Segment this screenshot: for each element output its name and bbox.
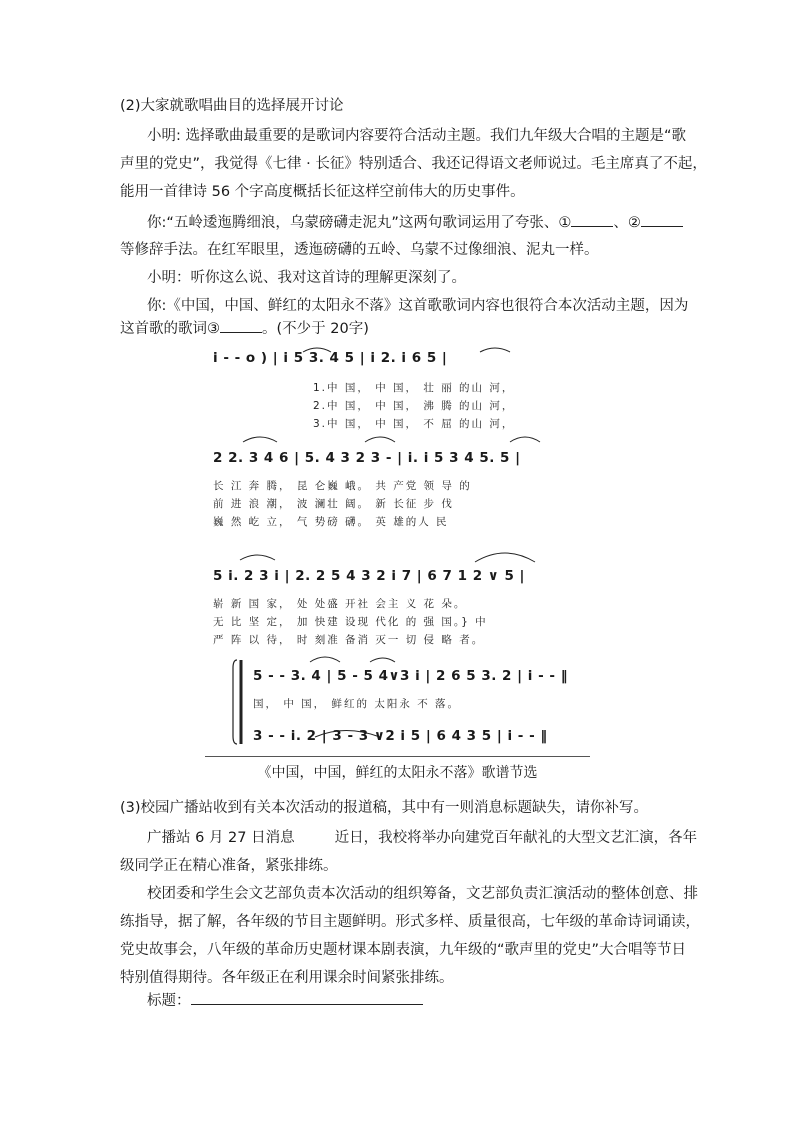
- music-score: [205, 342, 590, 752]
- you-2-text-a: 这首歌的歌词③: [120, 321, 220, 337]
- score-row-3-notes: 5 i. 2 3 i | 2. 2 5 4 3 2 i 7 | 6 7 1 2 ∨ 5 |: [213, 568, 525, 584]
- score-caption-rule: [205, 756, 590, 757]
- score-row-3-lyric-2: 无 比 坚 定， 加 快建 设现 代化 的 强 国。} 中: [213, 616, 488, 628]
- broadcast-p1-line1: [147, 828, 697, 848]
- you-1-text-b: 、②: [613, 215, 641, 231]
- score-row-2-lyric-3: 巍 然 屹 立， 气 势磅 礴。 英 雄的人 民: [213, 516, 449, 528]
- answer-blank-1[interactable]: [571, 212, 613, 227]
- broadcast-p2-line4: 特别值得期待。各年级正在利用课余时间紧张排练。: [120, 970, 454, 986]
- paragraph-you-2-line2: [120, 318, 369, 339]
- slur: [310, 657, 340, 662]
- score-row-1-notes: i - - o ) | i 5 3. 4 5 | i 2. i 6 5 |: [213, 350, 448, 366]
- broadcast-p1-line2: 级同学正在精心准备，紧张排练。: [120, 858, 338, 874]
- broadcast-p2-line3: 党史故事会，八年级的革命历史题材课本剧表演，九年级的“歌声里的党史”大合唱等节日: [120, 942, 687, 958]
- score-row-2-lyric-1: 长 江 奔 腾， 昆 仑巍 峨。 共 产党 领 导 的: [213, 480, 472, 492]
- slur: [475, 553, 535, 562]
- paragraph-xiaoming-1-line1: 小明: 选择歌曲最重要的是歌词内容要符合活动主题。我们九年级大合唱的主题是“歌: [147, 128, 687, 144]
- score-row-5-notes: 3 - - i. 2 | 3 - 3 ∨2 i 5 | 6 4 3 5 | i - - ‖: [253, 728, 548, 744]
- score-row-1-lyric-1: 1.中 国， 中 国， 壮 丽 的山 河，: [313, 382, 515, 394]
- broadcast-p2-line1: 校团委和学生会文艺部负责本次活动的组织筹备，文艺部负责汇演活动的整体创意、排: [147, 886, 698, 902]
- slur: [510, 437, 540, 442]
- paragraph-you-1-line2: 等修辞手法。在红军眼里，透迤磅礴的五岭、乌蒙不过像细浪、泥丸一样。: [120, 242, 599, 258]
- score-row-1-lyric-2: 2.中 国， 中 国， 沸 腾 的山 河，: [313, 400, 515, 412]
- slur: [480, 348, 510, 352]
- score-caption: 《中国，中国，鲜红的太阳永不落》歌谱节选: [257, 765, 538, 781]
- score-row-2-lyric-2: 前 进 浪 潮， 波 澜壮 阔。 新 长征 步 伐: [213, 498, 454, 510]
- paragraph-xiaoming-2: 小明：听你这么说、我对这首诗的理解更深刻了。: [147, 270, 466, 286]
- broadcast-lead: 近日，我校将举办向建党百年献礼的大型文艺汇演，各年: [334, 830, 698, 846]
- slur: [365, 437, 395, 442]
- slur: [370, 658, 395, 662]
- you-2-text-b: 。(不少于 20字): [262, 321, 369, 337]
- paragraph-you-2-line1: 你:《中国，中国、鲜红的太阳永不落》这首歌歌词内容也很符合本次活动主题，因为: [147, 298, 689, 314]
- slur: [243, 437, 277, 442]
- brace-curve: [233, 660, 237, 744]
- score-row-4-notes: 5 - - 3. 4 | 5 - 5 4∨3 i | 2 6 5 3. 2 | i - - ‖: [253, 668, 568, 684]
- paragraph-xiaoming-1-line3: 能用一首律诗 56 个字高度概括长征这样空前伟大的历史事件。: [120, 184, 525, 200]
- broadcast-p2-line2: 练指导，据了解，各年级的节目主题鲜明。形式多样、质量很高，七年级的革命诗词诵读，: [120, 914, 700, 930]
- title-label: 标题：: [147, 993, 191, 1009]
- title-answer-line: [147, 990, 423, 1011]
- answer-blank-3[interactable]: [220, 318, 262, 333]
- paragraph-xiaoming-1-line2: 声里的党史”，我觉得《七律 · 长征》特别适合、我还记得语文老师说过。毛主席真了不起，: [120, 156, 707, 172]
- score-row-4-lyric: 国， 中 国， 鲜红的 太阳永 不 落。: [253, 698, 461, 710]
- score-row-3-lyric-1: 崭 新 国 家， 处 处盛 开社 会主 义 花 朵。: [213, 598, 467, 610]
- section-3-heading: (3)校园广播站收到有关本次活动的报道稿，其中有一则消息标题缺失，请你补写。: [120, 800, 649, 816]
- you-1-text-a: 你:“五岭逶迤腾细浪，乌蒙磅礴走泥丸”这两句歌词运用了夸张、①: [147, 215, 572, 231]
- score-row-2-notes: 2 2. 3 4 6 | 5. 4 3 2 3 - | i. i 5 3 4 5. 5 |: [213, 450, 521, 466]
- title-input-blank[interactable]: [191, 990, 423, 1005]
- answer-blank-2[interactable]: [641, 212, 683, 227]
- section-2-heading: (2)大家就歌唱曲目的选择展开讨论: [120, 98, 344, 114]
- slur: [240, 555, 275, 560]
- broadcast-dateline: 广播站 6 月 27 日消息: [147, 830, 295, 846]
- score-row-3-lyric-3: 严 阵 以 待， 时 刻准 备消 灭一 切 侵 略 者。: [213, 634, 485, 646]
- paragraph-you-1-line1: [147, 212, 683, 233]
- score-row-1-lyric-3: 3.中 国， 中 国， 不 屈 的山 河，: [313, 418, 515, 430]
